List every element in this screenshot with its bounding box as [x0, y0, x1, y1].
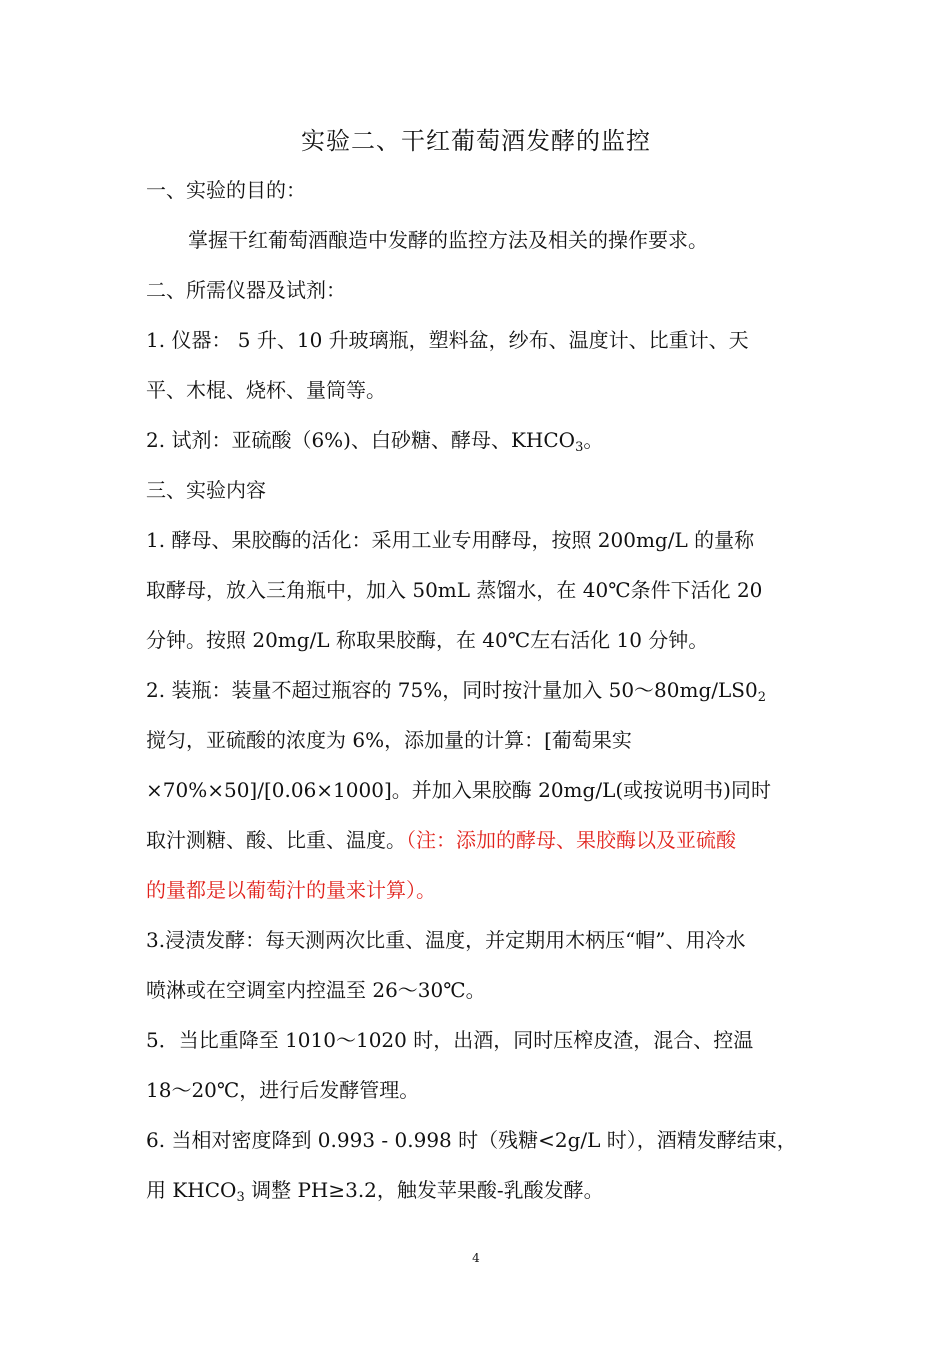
step1-line-3: 分钟。按照 20mg/L 称取果胶酶，在 40℃左右活化 10 分钟。	[146, 628, 709, 652]
section3-heading: 三、实验内容	[146, 478, 266, 502]
step2-line-3: ×70%×50]/[0.06×1000]。并加入果胶酶 20mg/L(或按说明书)同时	[146, 778, 771, 802]
page-number: 4	[472, 1251, 480, 1265]
step6-line-2-suffix: 调整 PH≥3.2，触发苹果酸-乳酸发酵。	[244, 1178, 604, 1202]
step6-line-2	[146, 1175, 812, 1213]
step2-line-4	[146, 825, 812, 855]
step3-line-2: 喷淋或在空调室内控温至 26～30℃。	[146, 978, 486, 1002]
step3-line-1: 3.浸渍发酵：每天测两次比重、温度，并定期用木柄压“帽”、用冷水	[146, 928, 746, 952]
step1-line-1: 1. 酵母、果胶酶的活化：采用工业专用酵母，按照 200mg/L 的量称	[146, 528, 755, 552]
instruments-line-1: 1. 仪器： 5 升、10 升玻璃瓶，塑料盆，纱布、温度计、比重计、天	[146, 328, 749, 352]
reagents-subscript: 3	[575, 440, 584, 455]
step2-note-red-continued: 的量都是以葡萄汁的量来计算）。	[146, 878, 436, 902]
step1-line-2: 取酵母，放入三角瓶中，加入 50mL 蒸馏水，在 40℃条件下活化 20	[146, 578, 763, 602]
reagents-text: 2. 试剂：亚硫酸（6%)、白砂糖、酵母、KHCO	[146, 428, 576, 452]
step2-line-2: 搅匀，亚硫酸的浓度为 6%，添加量的计算：[葡萄果实	[146, 728, 632, 752]
step2-note-red: （注：添加的酵母、果胶酶以及亚硫酸	[406, 828, 736, 852]
section1-heading: 一、实验的目的：	[146, 178, 306, 202]
step6-subscript: 3	[236, 1190, 245, 1205]
step6-line-2-text: 用 KHCO	[146, 1178, 237, 1202]
step5-line-2: 18～20℃，进行后发酵管理。	[146, 1078, 420, 1102]
step2-subscript: 2	[757, 690, 766, 705]
reagents-line	[146, 425, 812, 463]
section2-heading: 二、所需仪器及试剂：	[146, 278, 346, 302]
instruments-line-2: 平、木棍、烧杯、量筒等。	[146, 378, 386, 402]
step2-line-1-text: 2. 装瓶：装量不超过瓶容的 75%，同时按汁量加入 50～80mg/LS0	[146, 678, 758, 702]
section1-text: 掌握干红葡萄酒酿造中发酵的监控方法及相关的操作要求。	[188, 228, 708, 252]
step2-line-1	[146, 675, 812, 713]
step6-line-1: 6. 当相对密度降到 0.993 - 0.998 时（残糖<2g/L 时），酒精发酵结束，	[146, 1128, 797, 1152]
step5-line-1: 5．当比重降至 1010～1020 时，出酒，同时压榨皮渣，混合、控温	[146, 1028, 754, 1052]
reagents-suffix: 。	[583, 428, 604, 452]
step2-line-4-text: 取汁测糖、酸、比重、温度。	[146, 828, 406, 852]
document-title: 实验二、干红葡萄酒发酵的监控	[301, 127, 651, 155]
